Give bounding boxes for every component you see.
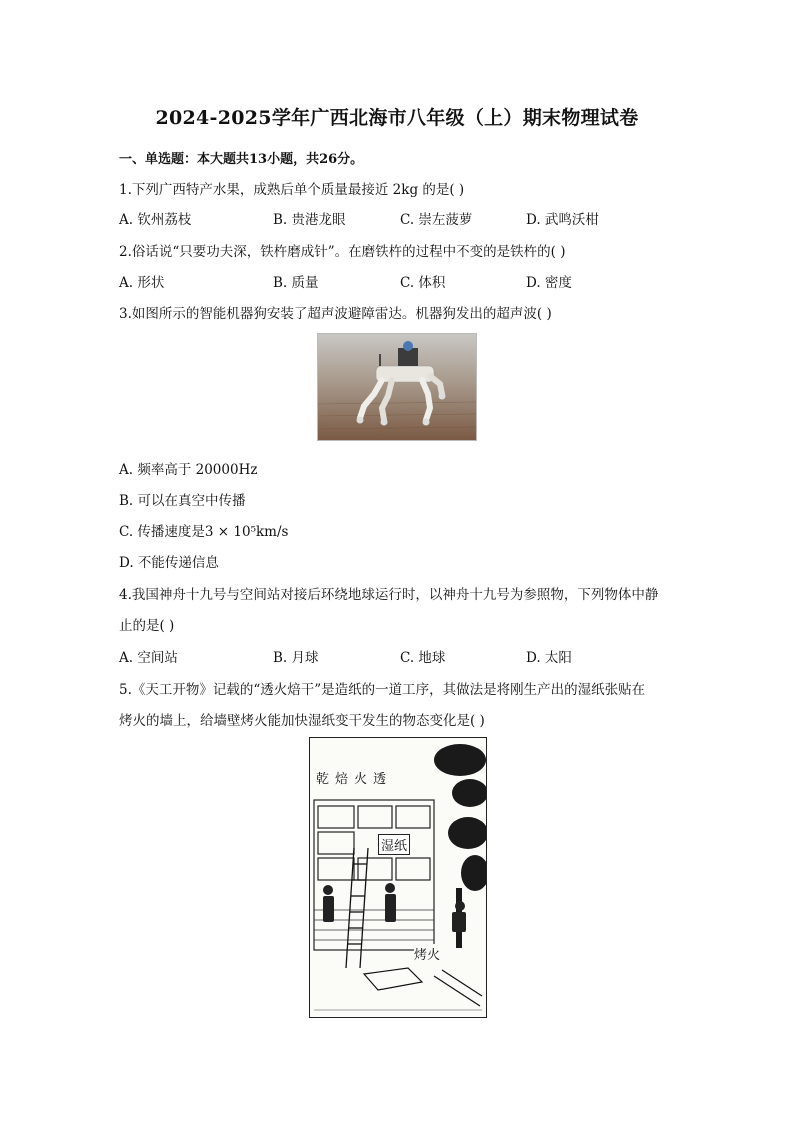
q2-option-b: B. 质量	[273, 275, 319, 291]
robot-dog-image	[317, 333, 477, 441]
q1-option-a: A. 钦州荔枝	[119, 212, 192, 228]
q4-option-c: C. 地球	[400, 650, 446, 666]
q3-option-b: B. 可以在真空中传播	[119, 493, 246, 509]
q4-option-b: B. 月球	[273, 650, 319, 666]
question-1-stem: 1.下列广西特产水果，成熟后单个质量最接近 2kg 的是( )	[119, 182, 465, 198]
question-5-stem-line2: 烤火的墙上，给墙壁烤火能加快湿纸变干发生的物态变化是( )	[119, 713, 485, 729]
page-title: 2024-2025学年广西北海市八年级（上）期末物理试卷	[155, 107, 639, 129]
woodcut-banner: 乾焙火透	[316, 768, 392, 787]
q1-option-d: D. 武鸣沃柑	[526, 212, 599, 228]
q2-option-c: C. 体积	[400, 275, 446, 291]
question-2-stem: 2.俗话说“只要功夫深，铁杵磨成针”。在磨铁杵的过程中不变的是铁杵的( )	[119, 244, 566, 260]
woodcut-illustration	[309, 737, 487, 1018]
q3-option-c: C. 传播速度是3 × 10⁵km/s	[119, 524, 289, 540]
q3-option-a: A. 频率高于 20000Hz	[119, 462, 258, 478]
robot-dog-illustration	[318, 334, 476, 440]
q3-option-d: D. 不能传递信息	[119, 555, 219, 571]
question-5-stem-line1: 5.《天工开物》记载的“透火焙干”是造纸的一道工序，其做法是将刚生产出的湿纸张贴在	[119, 682, 646, 698]
q1-option-c: C. 崇左菠萝	[400, 212, 473, 228]
question-4-stem-line1: 4.我国神舟十九号与空间站对接后环绕地球运行时，以神舟十九号为参照物，下列物体中静	[119, 587, 659, 603]
q4-option-a: A. 空间站	[119, 650, 178, 666]
fire-label: 烤火	[414, 944, 440, 963]
question-4-stem-line2: 止的是( )	[119, 618, 175, 634]
question-3-stem: 3.如图所示的智能机器狗安装了超声波避障雷达。机器狗发出的超声波( )	[119, 306, 552, 322]
q2-option-d: D. 密度	[526, 275, 572, 291]
q2-option-a: A. 形状	[119, 275, 165, 291]
section-heading: 一、单选题：本大题共13小题，共26分。	[119, 152, 364, 167]
wet-paper-label: 湿纸	[378, 834, 410, 855]
q1-option-b: B. 贵港龙眼	[273, 212, 346, 228]
q4-option-d: D. 太阳	[526, 650, 572, 666]
